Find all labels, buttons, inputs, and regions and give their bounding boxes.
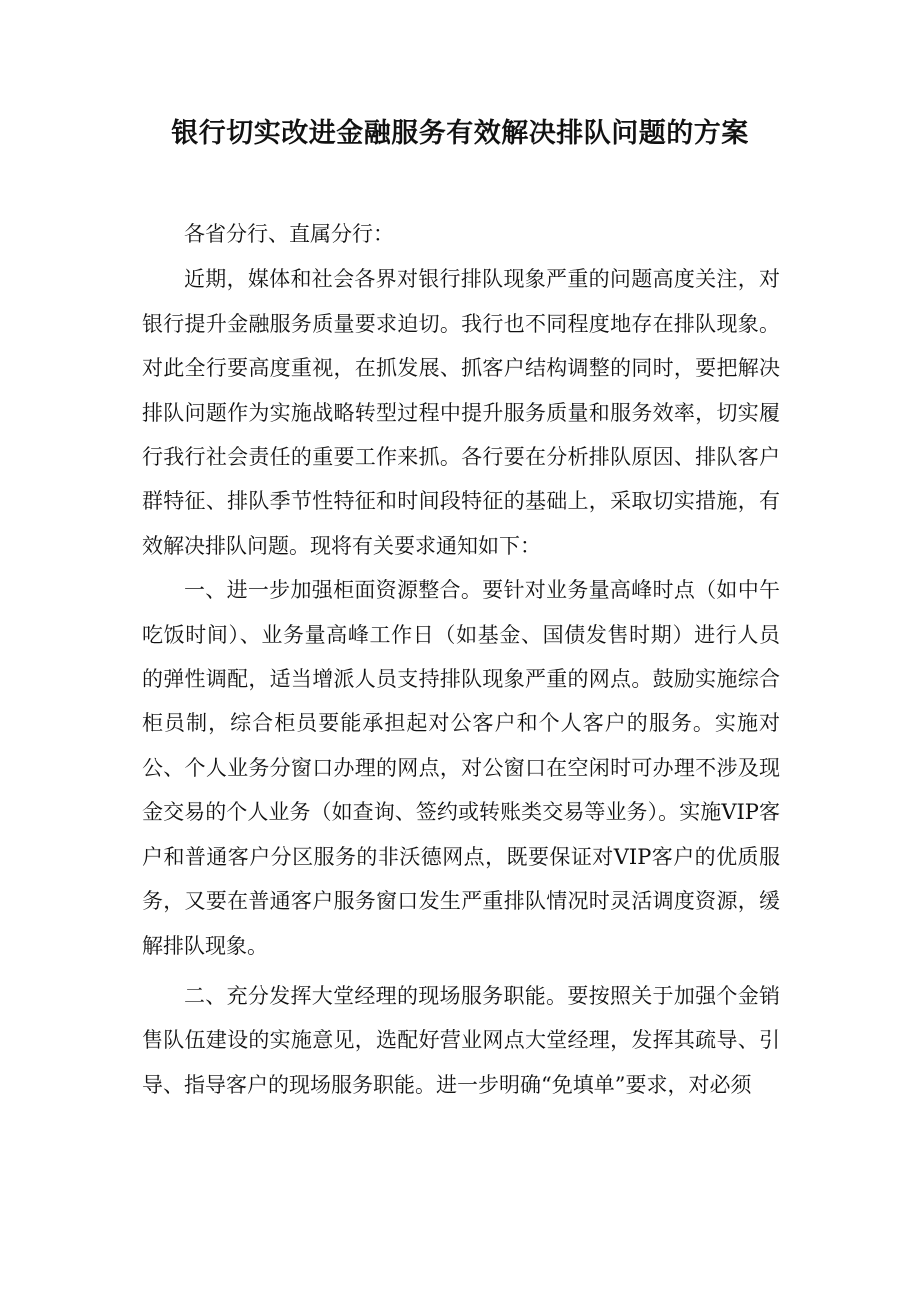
salutation: 各省分行、直属分行： [184,222,394,246]
paragraph-section-1: 一、进一步加强柜面资源整合。要针对业务量高峰时点（如中午吃饭时间）、业务量高峰工作日（如基金、国债发售时期）进行人员的弹性调配，适当增派人员支持排队现象严重的网点。鼓励实施综合柜员制，综合柜员要能承担起对公客户和个人客户的服务。实施对公、个人业务分窗口办理的网点，对公窗口在空闲时可办理不涉及现金交易的个人业务（如查询、签约或转账类交易等业务）。实施VIP客户和普通客户分区服务的非沃德网点，既要保证对VIP客户的优质服务，又要在普通客户服务窗口发生严重排队情况时灵活调度资源，缓解排队现象。 [142,578,780,958]
document-body [142,212,780,1107]
paragraph-intro: 近期，媒体和社会各界对银行排队现象严重的问题高度关注，对银行提升金融服务质量要求迫切。我行也不同程度地存在排队现象。对此全行要高度重视，在抓发展、抓客户结构调整的同时，要把解决排队问题作为实施战略转型过程中提升服务质量和服务效率，切实履行我行社会责任的重要工作来抓。各行要在分析排队原因、排队客户群特征、排队季节性特征和时间段特征的基础上，采取切实措施，有效解决排队问题。现将有关要求通知如下： [142,267,780,558]
paragraph-section-2: 二、充分发挥大堂经理的现场服务职能。要按照关于加强个金销售队伍建设的实施意见，选配好营业网点大堂经理，发挥其疏导、引导、指导客户的现场服务职能。进一步明确“免填单”要求，对必须 [142,983,780,1097]
document-title: 银行切实改进金融服务有效解决排队问题的方案 [171,118,749,149]
